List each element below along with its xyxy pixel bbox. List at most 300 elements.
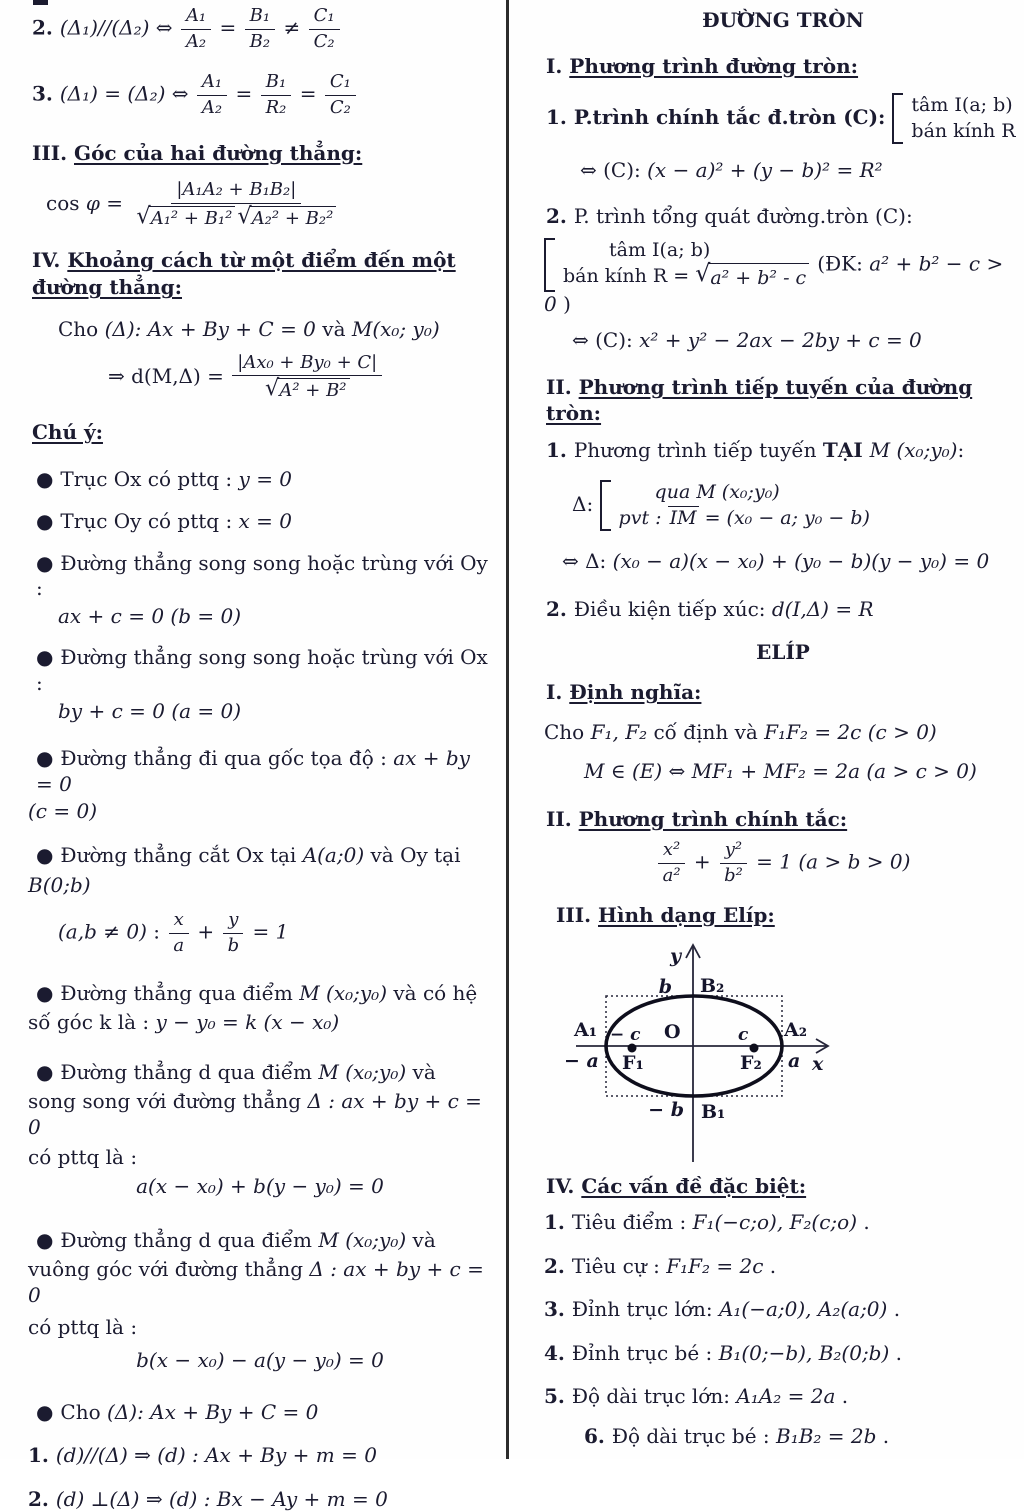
text-run: . <box>835 1384 849 1409</box>
denominator <box>245 30 275 53</box>
text-run: a(x − x₀) + b(y − y₀) = 0 <box>136 1174 384 1199</box>
text-run: song song với đường thẳng <box>28 1089 308 1114</box>
text-run: Đỉnh trục bé : <box>571 1340 719 1365</box>
line <box>46 180 492 229</box>
label-x: x <box>812 1053 824 1076</box>
left-column <box>28 0 492 1512</box>
text-run: a² <box>662 865 681 887</box>
bracket-group <box>892 93 1015 144</box>
text-run: = <box>293 82 323 107</box>
left-bracket-icon <box>600 480 611 531</box>
text-run: x <box>173 909 184 931</box>
text-run: Tiêu cự : <box>571 1253 667 1278</box>
text-run: B₁(0;−b), B₂(0;b) <box>718 1340 890 1365</box>
text-run: A₁A₂ = 2a <box>736 1384 836 1409</box>
text-run: A(a;0) <box>302 843 365 867</box>
text-run: . <box>887 1297 901 1322</box>
text-run: IV. <box>32 247 68 272</box>
text-run: Độ dài trục lớn: <box>571 1384 737 1409</box>
text-run: B₁ <box>249 5 271 26</box>
text-run: Khoảng cách từ một điểm đến một <box>67 247 456 272</box>
line <box>546 375 1022 426</box>
text-run: Đường thẳng d qua điểm <box>60 1227 319 1252</box>
text-run: (x − a)² + (y − b)² = R² <box>647 158 883 183</box>
text-run: 1. <box>546 438 574 463</box>
text-run: M(x₀; y₀) <box>351 316 440 341</box>
text-run: P. trình tổng quát đường.tròn (C): <box>573 204 913 229</box>
text-run: x² + y² − 2ax − 2by + c = 0 <box>639 327 922 352</box>
text-run: I. <box>546 679 570 704</box>
numerator <box>261 72 291 96</box>
label-a: a <box>788 1050 801 1073</box>
text-run: y <box>228 909 239 931</box>
line <box>544 8 1022 34</box>
line <box>32 141 492 167</box>
label-B1: B₁ <box>701 1101 726 1124</box>
line <box>36 1060 492 1086</box>
text-run: φ <box>85 191 100 216</box>
text-run: II. <box>546 375 579 400</box>
square-root <box>136 203 235 230</box>
line <box>28 1174 492 1200</box>
text-run: và <box>315 316 352 341</box>
text-run: C₂ <box>313 30 335 52</box>
radicand <box>277 378 349 402</box>
line <box>28 1443 492 1469</box>
line <box>546 438 1022 464</box>
fraction <box>309 6 340 52</box>
text-run: Phương trình chính tắc: <box>578 806 848 831</box>
text-run: F₁(−c;o), F₂(c;o) <box>692 1209 858 1234</box>
text-run: F₁F₂ = 2c <box>666 1253 764 1278</box>
text-run: ⇔ Δ: <box>562 549 613 574</box>
label-c: c <box>738 1025 749 1046</box>
text-run: b(x − x₀) − a(y − y₀) = 0 <box>136 1348 384 1373</box>
vector-overline: IM <box>669 506 697 529</box>
text-run: ELÍP <box>756 640 810 665</box>
fraction <box>658 840 686 886</box>
fraction <box>181 6 211 52</box>
text-run: = <box>213 15 243 40</box>
radical-icon: √ <box>264 375 280 402</box>
line <box>36 843 492 869</box>
text-run: ● <box>36 746 61 771</box>
radical-icon: √ <box>136 203 151 230</box>
fraction <box>261 72 292 118</box>
text-run: 2. <box>32 15 60 40</box>
denominator <box>223 934 245 957</box>
numerator <box>325 72 356 96</box>
text-run: d(I,Δ) = R <box>771 596 874 621</box>
denominator <box>658 864 686 887</box>
text-run: tâm I(a; b) <box>609 238 711 261</box>
text-run: và <box>406 1227 436 1252</box>
radicand <box>149 206 236 230</box>
line <box>546 93 1022 144</box>
text-run: cố định và <box>647 719 765 744</box>
text-run: ● <box>36 1399 61 1424</box>
text-run: M (x₀;y₀) <box>869 438 958 463</box>
label-b: b <box>658 976 672 999</box>
text-run: cos <box>46 191 86 216</box>
bracket-line <box>911 93 1015 119</box>
text-run: (d) ⊥(Δ) ⇒ (d) : Bx − Ay + m = 0 <box>55 1486 388 1511</box>
text-run: Trục Ox có pttq : <box>60 467 239 492</box>
text-run: A₁ <box>201 71 223 93</box>
text-run: 2. <box>546 596 574 621</box>
line <box>584 759 1022 785</box>
text-run: A₂² + B₂² <box>251 208 334 230</box>
text-run: B₁ <box>265 71 287 93</box>
text-run: a² + b² − c > 0 <box>544 251 1004 316</box>
line <box>580 158 1022 184</box>
text-run: . <box>889 1340 903 1365</box>
text-run: III. <box>32 140 74 165</box>
text-run: b <box>227 934 240 956</box>
numerator <box>171 180 301 204</box>
text-run: IV. <box>546 1174 582 1199</box>
line <box>58 910 492 956</box>
text-run: số góc k là : <box>28 1010 156 1035</box>
text-run: ● <box>36 1227 61 1252</box>
text-run: Điều kiện tiếp xúc: <box>573 596 772 621</box>
line <box>556 903 1022 929</box>
text-run: a² + b² - c <box>710 267 807 290</box>
text-run: 3. <box>32 82 60 107</box>
text-run: ⇔ (C): <box>580 158 648 183</box>
denominator <box>309 30 340 53</box>
text-run: Δ : ax + by + c = 0 <box>28 1089 482 1139</box>
numerator <box>245 6 275 30</box>
text-run: y = 0 <box>238 467 293 492</box>
line <box>28 1145 492 1171</box>
text-run: Chú ý: <box>32 419 103 444</box>
text-run: C₁ <box>313 5 335 26</box>
line <box>28 1089 492 1140</box>
text-run: x² <box>662 839 681 861</box>
denominator <box>168 934 189 957</box>
line <box>544 640 1022 666</box>
square-root <box>237 203 336 230</box>
text-run: 1. <box>544 1209 572 1234</box>
radical-icon: √ <box>237 203 252 230</box>
denominator <box>325 96 356 119</box>
line <box>58 317 492 343</box>
text-run: F₁F₂ = 2c (c > 0) <box>764 719 937 744</box>
text-run: (Δ₁) = (Δ₂) ⇔ <box>59 82 195 107</box>
line <box>108 353 492 402</box>
fraction <box>168 910 189 956</box>
fraction <box>131 180 341 229</box>
text-run: (Δ): Ax + By + C = 0 <box>107 1399 319 1424</box>
denominator <box>181 30 211 53</box>
bracket-group <box>600 480 870 531</box>
label-F1: F₁ <box>622 1052 644 1075</box>
text-run: 2. <box>546 204 574 229</box>
line <box>28 1315 492 1341</box>
line <box>32 72 492 118</box>
denominator <box>261 96 292 119</box>
text-run: ⇒ d(M,Δ) = <box>108 363 231 388</box>
line <box>36 981 492 1007</box>
text-run: M (x₀;y₀) <box>299 980 387 1005</box>
text-run: qua M (x₀;y₀) <box>654 480 780 503</box>
text-run: A² + B² <box>279 380 347 402</box>
line <box>546 807 1022 833</box>
text-run: ax + c = 0 (b = 0) <box>58 603 242 628</box>
text-run: ● <box>36 1059 61 1084</box>
line <box>32 6 492 52</box>
label-y: y <box>670 945 682 968</box>
right-column <box>544 0 1022 1449</box>
text-run: (Δ₁)//(Δ₂) ⇔ <box>59 15 179 40</box>
text-run: . <box>857 1209 870 1234</box>
text-run: Đường thẳng d qua điểm <box>60 1059 319 1084</box>
column-divider <box>506 0 509 1459</box>
line <box>32 420 492 446</box>
ellipse-figure <box>560 934 870 1166</box>
text-run: Đường thẳng đi qua gốc tọa độ : <box>60 746 394 771</box>
text-run: ● <box>36 980 61 1005</box>
fraction <box>245 6 275 52</box>
text-run: b² <box>724 865 743 887</box>
text-run: Phương trình tiếp tuyến <box>573 438 823 463</box>
text-run: 5. <box>544 1384 572 1409</box>
text-run: bán kính R = <box>563 265 696 288</box>
text-run: = <box>99 191 130 216</box>
text-run: Đỉnh trục lớn: <box>571 1297 719 1322</box>
line <box>58 699 492 725</box>
text-run: (ĐK: <box>817 251 870 276</box>
line <box>572 480 1022 531</box>
line <box>36 1228 492 1254</box>
line <box>544 1210 1022 1236</box>
text-run: 4. <box>544 1340 572 1365</box>
text-run: Các vấn đề đặc biệt: <box>581 1174 807 1199</box>
line <box>544 720 1022 746</box>
line <box>36 645 492 696</box>
text-run: M (x₀;y₀) <box>318 1059 407 1084</box>
text-run: và <box>406 1059 436 1084</box>
text-run: |A₁A₂ + B₁B₂| <box>176 179 297 201</box>
label-F2: F₂ <box>740 1052 762 1075</box>
numerator <box>169 910 189 934</box>
text-run: pvt : <box>618 506 668 529</box>
text-run: (d)//(Δ) ⇒ (d) : Ax + By + m = 0 <box>55 1443 377 1468</box>
line <box>584 1424 1022 1450</box>
text-run: 2. <box>544 1253 572 1278</box>
text-run: M (x₀;y₀) <box>318 1227 407 1252</box>
text-run: Đường thẳng qua điểm <box>60 980 300 1005</box>
line <box>28 799 492 825</box>
label-A1: A₁ <box>574 1019 598 1042</box>
line <box>546 54 1022 80</box>
text-run: 2. <box>28 1486 56 1511</box>
text-run: 1. P.trình chính tắc đ.tròn (C): <box>546 105 893 130</box>
label-minus-b: − b <box>648 1099 684 1122</box>
text-run: ĐƯỜNG TRÒN <box>702 8 864 32</box>
text-run: A₁(−a;0), A₂(a;0) <box>718 1297 888 1322</box>
text-run: có pttq là : <box>28 1144 138 1169</box>
text-run: + <box>687 850 718 875</box>
text-run: = 1 <box>246 919 289 944</box>
line <box>572 328 1022 354</box>
denominator <box>719 864 748 887</box>
text-run: Đường thẳng cắt Ox tại <box>60 843 303 867</box>
numerator <box>658 840 685 864</box>
text-run: a <box>173 934 185 956</box>
text-run: ● <box>36 550 61 575</box>
label-minus-c: − c <box>610 1025 641 1046</box>
text-run: Phương trình đường tròn: <box>569 53 859 78</box>
left-bracket-icon <box>892 93 903 144</box>
text-run: = <box>229 82 259 107</box>
line <box>28 1487 492 1512</box>
text-run: Độ dài trục bé : <box>611 1423 776 1448</box>
line <box>546 204 1022 230</box>
text-run: ● <box>36 509 61 534</box>
line <box>544 1341 1022 1367</box>
text-run: ≠ <box>277 15 307 40</box>
bracket-line <box>619 480 870 506</box>
line <box>544 1297 1022 1323</box>
line <box>36 467 492 493</box>
fraction <box>719 840 748 886</box>
numerator <box>232 353 382 377</box>
text-run: II. <box>546 806 579 831</box>
line <box>544 1254 1022 1280</box>
text-run: 6. <box>584 1423 612 1448</box>
radicand <box>250 206 337 230</box>
denominator <box>197 96 227 119</box>
bracket-line <box>563 238 809 264</box>
text-run: Đường thẳng song song hoặc trùng với Ox : <box>36 645 488 696</box>
text-run: Δ : ax + by + c = 0 <box>28 1257 484 1307</box>
text-run: A₁ <box>185 5 207 26</box>
text-run: R₂ <box>265 97 287 119</box>
text-run: ● <box>36 467 61 492</box>
line <box>562 549 1022 575</box>
text-run: (a,b ≠ 0) <box>58 919 147 944</box>
text-run: ) <box>556 291 571 316</box>
denominator <box>260 376 355 402</box>
text-run: B₁B₂ = 2b <box>776 1423 877 1448</box>
label-A2: A₂ <box>784 1019 808 1042</box>
text-run: . <box>876 1423 890 1448</box>
text-run: (Δ): Ax + By + C = 0 <box>104 316 316 341</box>
text-run: A₁² + B₁² <box>150 208 233 230</box>
text-run: III. <box>556 902 598 927</box>
numerator <box>309 6 340 30</box>
line <box>28 873 492 899</box>
text-run: C₂ <box>329 97 351 119</box>
text-run: |Ax₀ + By₀ + C| <box>237 351 378 373</box>
text-run: Cho <box>60 1399 108 1424</box>
text-run: 3. <box>544 1297 572 1322</box>
text-run: y − y₀ = k (x − x₀) <box>155 1010 340 1035</box>
radical-icon: √ <box>695 259 711 288</box>
text-run: : <box>957 438 965 463</box>
line <box>36 1400 492 1426</box>
line <box>36 746 492 797</box>
line <box>58 604 492 630</box>
text-run: ⇔ (C): <box>572 327 640 352</box>
fraction <box>223 910 245 956</box>
text-run: Đường thẳng song song hoặc trùng với Oy : <box>36 550 488 601</box>
line <box>546 680 1022 706</box>
text-run: (x₀ − a)(x − x₀) + (y₀ − b)(y − y₀) = 0 <box>612 549 990 574</box>
label-origin: O <box>664 1021 681 1044</box>
text-run: và Oy tại <box>364 843 461 867</box>
text-run: A₂ <box>185 30 207 52</box>
text-run: C₁ <box>329 71 351 93</box>
line <box>36 509 492 535</box>
line <box>28 1010 492 1036</box>
text-run: ax + by = 0 <box>36 746 470 796</box>
text-run: B(0;b) <box>28 872 91 897</box>
label-minus-a: − a <box>564 1050 599 1073</box>
bracket-lines <box>911 93 1015 144</box>
line <box>32 275 492 301</box>
text-run: . <box>763 1253 777 1278</box>
denominator <box>131 204 341 230</box>
left-bracket-icon <box>544 238 555 292</box>
text-run: đường thẳng: <box>32 275 182 300</box>
line <box>32 248 492 274</box>
text-run: và có hệ <box>387 980 478 1005</box>
text-run: I. <box>546 53 570 78</box>
line <box>544 1384 1022 1410</box>
bracket-line <box>911 119 1015 145</box>
line <box>546 597 1022 623</box>
text-run: Tiêu điểm : <box>571 1209 693 1234</box>
text-run: Cho <box>58 316 105 341</box>
line <box>546 1174 1022 1200</box>
fraction <box>325 72 356 118</box>
fraction <box>197 72 227 118</box>
fraction <box>232 353 382 402</box>
text-run: + <box>191 919 221 944</box>
text-run: ● <box>36 843 61 867</box>
text-run: Hình dạng Elíp: <box>598 902 775 927</box>
numerator <box>181 6 211 30</box>
text-run: : <box>146 919 167 944</box>
text-run: vuông góc với đường thẳng <box>28 1257 310 1282</box>
text-run: (c = 0) <box>28 799 98 824</box>
text-run: ● <box>36 645 61 670</box>
text-run: y² <box>724 839 743 861</box>
numerator <box>197 72 227 96</box>
line <box>28 1348 492 1374</box>
text-run: có pttq là : <box>28 1314 138 1339</box>
numerator <box>223 910 243 934</box>
text-run: by + c = 0 (a = 0) <box>58 698 242 723</box>
numerator <box>720 840 747 864</box>
square-root <box>264 375 350 402</box>
text-run: Góc của hai đường thẳng: <box>74 140 363 165</box>
text-run: M ∈ (E) ⇔ MF₁ + MF₂ = 2a (a > c > 0) <box>584 759 977 784</box>
text-run: 1. <box>28 1443 56 1468</box>
bracket-line <box>619 506 870 532</box>
text-run: Δ: <box>572 492 600 517</box>
text-run: A₂ <box>201 97 223 119</box>
text-run: Trục Oy có pttq : <box>60 509 239 534</box>
square-root <box>695 259 809 292</box>
bracket-lines <box>619 480 870 531</box>
text-run: Định nghĩa: <box>569 679 702 704</box>
bracket-group <box>544 238 809 292</box>
text-run: TẠI <box>822 438 870 463</box>
